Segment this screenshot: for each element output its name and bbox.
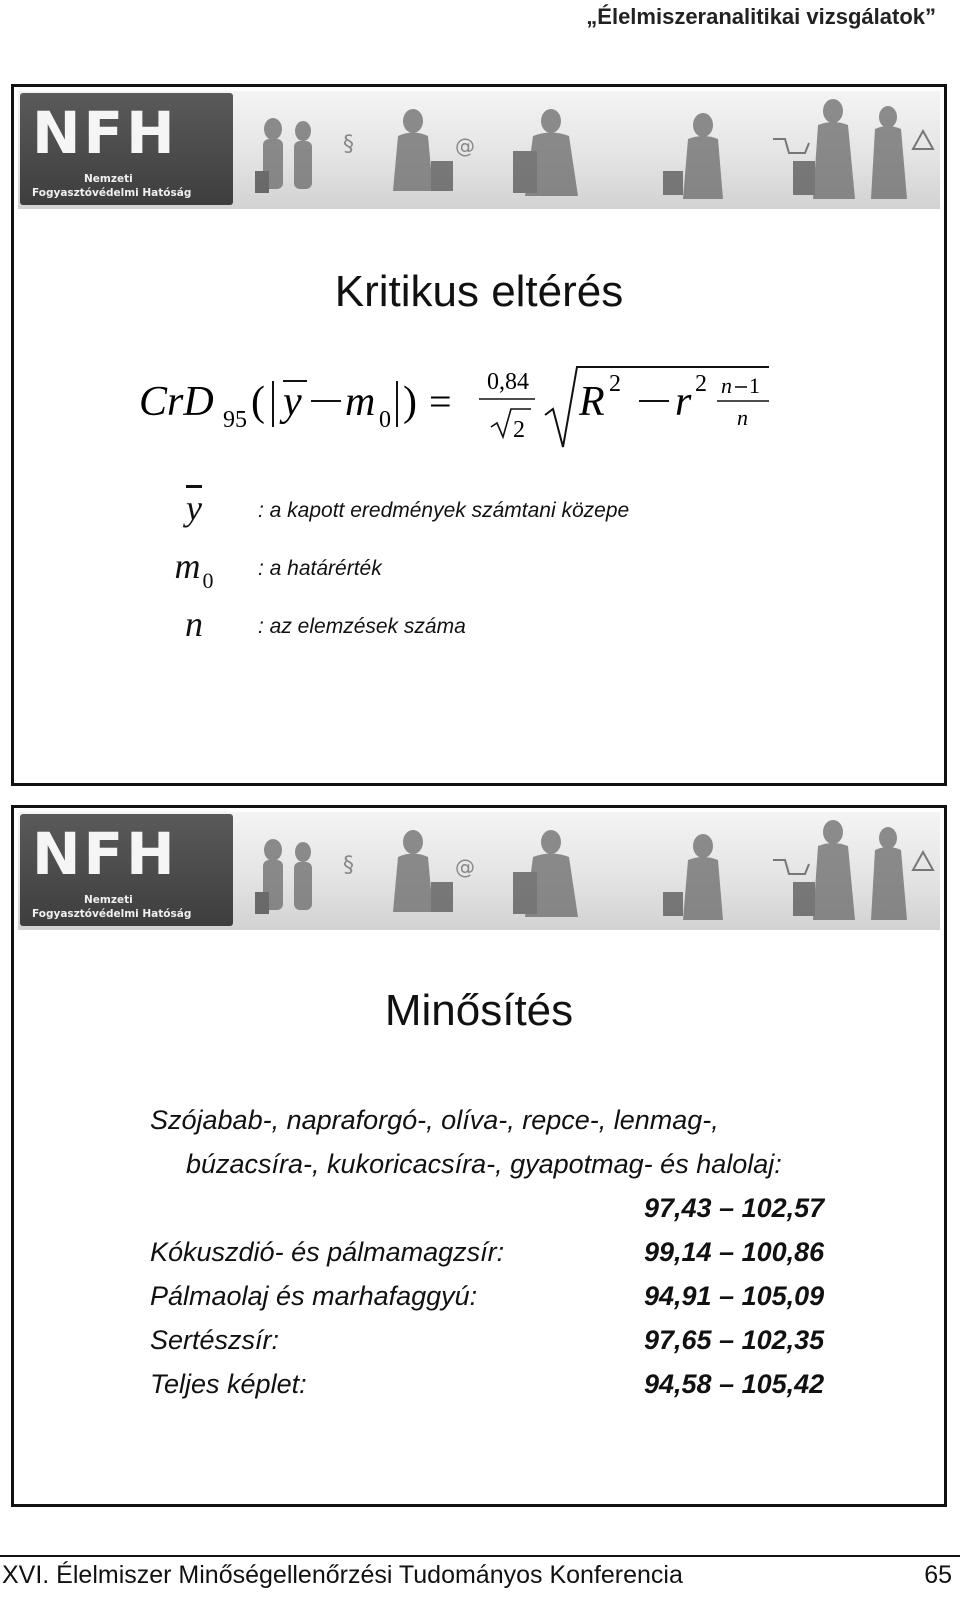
- definition-row: [164, 603, 864, 661]
- row-label: Pálmaolaj és marhafaggyú:: [150, 1281, 478, 1311]
- critical-difference-formula: [139, 363, 779, 453]
- svg-text:§: §: [343, 853, 354, 878]
- slide-title: Minősítés: [384, 986, 574, 1035]
- formula-r-exp: 2: [695, 371, 707, 397]
- formula-denominator: 2: [513, 417, 525, 443]
- slide-critical-difference: [11, 84, 947, 786]
- logo-letters: NFH: [32, 820, 178, 888]
- logo-line-2: Fogyasztóvédelmi Hatóság: [32, 187, 192, 199]
- nfh-logo: [20, 93, 233, 205]
- formula-equals: =: [429, 379, 452, 424]
- oils-range-line: [150, 1186, 870, 1230]
- running-header: „Élelmiszeranalitikai vizsgálatok”: [586, 4, 936, 29]
- formula-frac-n-top: n: [721, 373, 732, 398]
- formula-crd: CrD: [139, 379, 214, 425]
- qualification-row: [150, 1274, 870, 1318]
- formula-m-sub: 0: [379, 407, 391, 433]
- formula-m: m: [345, 379, 376, 425]
- page-number: 65: [924, 1561, 952, 1589]
- svg-text:§: §: [343, 132, 354, 157]
- oils-line-1: Szójabab-, napraforgó-, olíva-, repce-, lenmag-,: [150, 1105, 719, 1135]
- formula-numerator: 0,84: [487, 369, 529, 395]
- range-value: 97,43 – 102,57: [644, 1193, 825, 1223]
- formula-R: R: [579, 379, 605, 425]
- qualification-row: [150, 1362, 870, 1406]
- oils-line-2: búzacsíra-, kukoricacsíra-, gyapotmag- és halolaj:: [186, 1149, 782, 1179]
- definition-row: [164, 487, 864, 545]
- logo-line-2: Fogyasztóvédelmi Hatóság: [32, 908, 192, 920]
- definition-symbol: $m_0$: [174, 546, 214, 593]
- formula-crd-sub: 95: [223, 407, 247, 433]
- formula-R-exp: 2: [609, 371, 621, 397]
- qualification-list: [150, 1098, 870, 1406]
- definition-text: : az elemzések száma: [258, 615, 466, 638]
- definition-symbol: n: [185, 604, 203, 644]
- range-value: 94,91 – 105,09: [644, 1281, 825, 1311]
- footer-rule: [0, 1555, 960, 1557]
- slide-qualification: [11, 805, 947, 1507]
- svg-text:@: @: [455, 855, 475, 879]
- range-value: 94,58 – 105,42: [644, 1369, 825, 1399]
- row-label: Teljes képlet:: [150, 1369, 307, 1399]
- formula-open-paren: (: [251, 379, 265, 425]
- formula-close-paren: ): [403, 379, 417, 425]
- formula-r: r: [675, 379, 692, 425]
- nfh-banner: [18, 812, 940, 930]
- page-footer: [0, 1555, 960, 1595]
- row-label: Sertészsír:: [150, 1325, 280, 1355]
- formula-ybar: y: [283, 379, 302, 425]
- logo-letters: NFH: [32, 99, 178, 167]
- definition-row: [164, 545, 864, 603]
- range-value: 99,14 – 100,86: [644, 1237, 825, 1267]
- row-label: Kókuszdió- és pálmamagzsír:: [150, 1237, 505, 1267]
- formula-frac-one: 1: [749, 373, 760, 398]
- svg-text:@: @: [455, 134, 475, 158]
- nfh-banner: [18, 91, 940, 209]
- qualification-row: [150, 1318, 870, 1362]
- definitions-list: [164, 487, 864, 661]
- slide-title: Kritikus eltérés: [334, 267, 624, 316]
- range-value: 97,65 – 102,35: [644, 1325, 825, 1355]
- definition-symbol: $\overline{y}$: [186, 488, 202, 528]
- formula-frac-n-bottom: n: [737, 405, 748, 430]
- nfh-logo: [20, 814, 233, 926]
- definition-text: : a kapott eredmények számtani közepe: [258, 499, 630, 522]
- logo-line-1: Nemzeti: [84, 173, 133, 185]
- qualification-row: [150, 1230, 870, 1274]
- shoppers-silhouette-image: [233, 812, 940, 930]
- footer-conference: XVI. Élelmiszer Minőségellenőrzési Tudományos Konferencia: [2, 1561, 683, 1589]
- logo-line-1: Nemzeti: [84, 894, 133, 906]
- definition-text: : a határérték: [258, 557, 382, 580]
- shoppers-silhouette-image: [233, 91, 940, 209]
